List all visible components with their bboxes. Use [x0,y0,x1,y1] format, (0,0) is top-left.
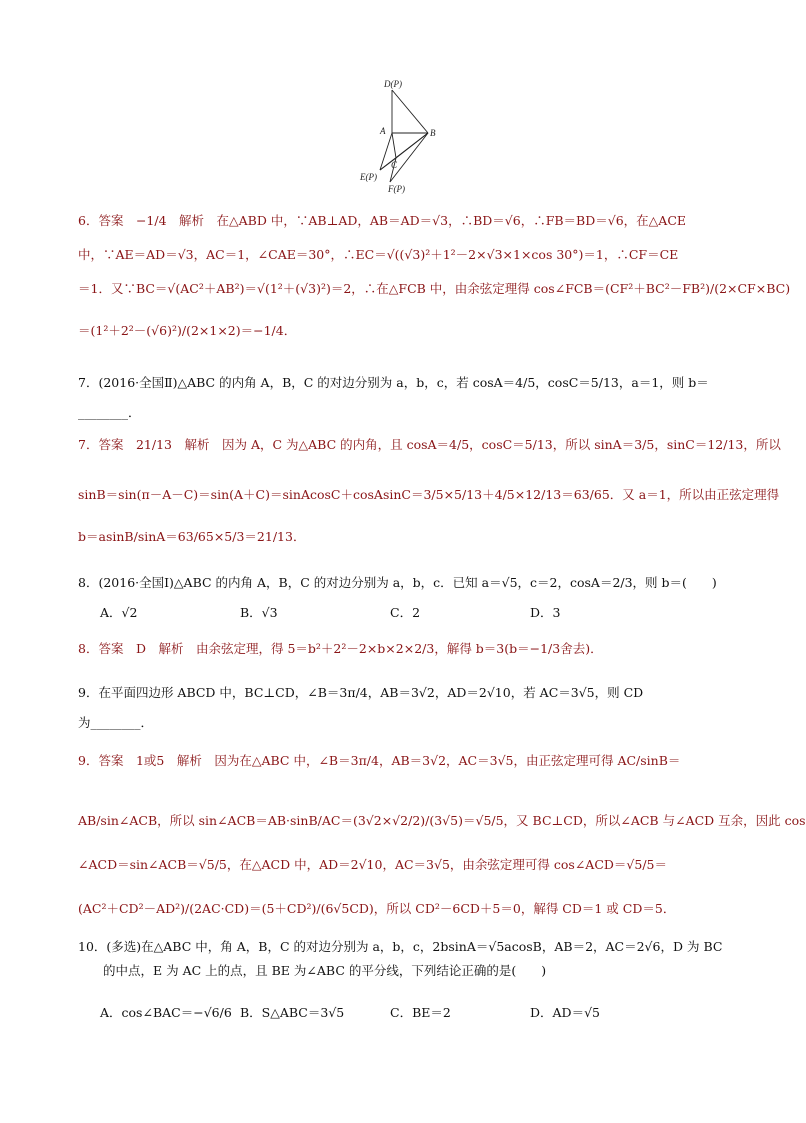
option-c: C．BE＝2 [390,1005,451,1020]
answer-line: ＝1．又∵BC＝√(AC²＋AB²)＝√(1²＋(√3)²)＝2，∴在△FCB 中，由余弦定理得 cos∠FCB＝(CF²＋BC²－FB²)/(2×CF×BC) [78,281,791,296]
question-line: 为________． [78,715,154,730]
option-d: D．AD＝√5 [530,1005,600,1020]
option-a: A．√2 [100,605,138,620]
answer-line: (AC²＋CD²－AD²)/(2AC·CD)＝(5＋CD²)/(6√5CD)，所以 CD²－6CD＋5＝0，解得 CD＝1 或 CD＝5． [78,901,676,916]
answer-line: 6．答案 −1/4 解析 在△ABD 中，∵AB⊥AD，AB＝AD＝√3，∴BD＝√6，∴FB＝BD＝√6，在△ACE [78,213,687,228]
label-A: A [380,126,386,136]
label-C: C [391,160,398,170]
label-F: F(P) [388,184,405,194]
label-E: E(P) [360,172,377,182]
answer-line: ＝(1²＋2²－(√6)²)/(2×1×2)＝−1/4． [78,323,297,338]
answer-line: AB/sin∠ACB，所以 sin∠ACB＝AB·sinB/AC＝(3√2×√2/2)/(3√5)＝√5/5，又 BC⊥CD，所以∠ACB 与∠ACD 互余，因此 cos [78,813,806,828]
answer-line: 8．答案 D 解析 由余弦定理，得 5＝b²＋2²－2×b×2×2/3，解得 b＝3(b＝−1/3舍去)． [78,641,603,656]
answer-line: sinB＝sin(π－A－C)＝sin(A＋C)＝sinAcosC＋cosAsinC＝3/5×5/13＋4/5×12/13＝63/65．又 a＝1，所以由正弦定理得 [78,487,780,502]
option-b: B．√3 [240,605,278,620]
question-line: 10．(多选)在△ABC 中，角 A，B，C 的对边分别为 a，b，c，2bsinA＝√5acosB，AB＝2，AC＝2√6，D 为 BC [78,939,723,954]
option-c: C．2 [390,605,421,620]
question-line: 8．(2016·全国Ⅰ)△ABC 的内角 A，B，C 的对边分别为 a，b，c．已知 a＝√5，c＝2，cosA＝2/3，则 b＝( ) [78,575,717,590]
question-line: 7．(2016·全国Ⅱ)△ABC 的内角 A，B，C 的对边分别为 a，b，c，若 cosA＝4/5，cosC＝5/13，a＝1，则 b＝ [78,375,709,390]
answer-line: 7．答案 21/13 解析 因为 A，C 为△ABC 的内角，且 cosA＝4/5，cosC＝5/13，所以 sinA＝3/5，sinC＝12/13，所以 [78,437,781,452]
geometry-figure [350,78,450,198]
answer-line: 中，∵AE＝AD＝√3，AC＝1，∠CAE＝30°，∴EC＝√((√3)²＋1²－2×√3×1×cos 30°)＝1，∴CF＝CE [78,247,679,262]
question-line: 的中点，E 为 AC 上的点，且 BE 为∠ABC 的平分线，下列结论正确的是( ) [78,963,547,978]
label-D: D(P) [384,79,402,89]
option-d: D．3 [530,605,561,620]
answer-line: b＝asinB/sinA＝63/65×5/3＝21/13． [78,529,306,544]
folded-triangle-diagram [350,78,450,198]
answer-line: 9．答案 1或5 解析 因为在△ABC 中，∠B＝3π/4，AB＝3√2，AC＝3√5，由正弦定理可得 AC/sinB＝ [78,753,681,768]
segment-DB [392,90,428,133]
option-a: A．cos∠BAC＝−√6/6 [100,1005,232,1020]
label-B: B [430,128,436,138]
segment-AC [392,133,396,158]
answer-line: ∠ACD＝sin∠ACB＝√5/5，在△ACD 中，AD＝2√10，AC＝3√5，由余弦定理可得 cos∠ACD＝√5/5＝ [78,857,668,872]
question-line: 9．在平面四边形 ABCD 中，BC⊥CD，∠B＝3π/4，AB＝3√2，AD＝2√10，若 AC＝3√5，则 CD [78,685,644,700]
option-b: B．S△ABC＝3√5 [240,1005,345,1020]
question-line: ________． [78,405,141,420]
